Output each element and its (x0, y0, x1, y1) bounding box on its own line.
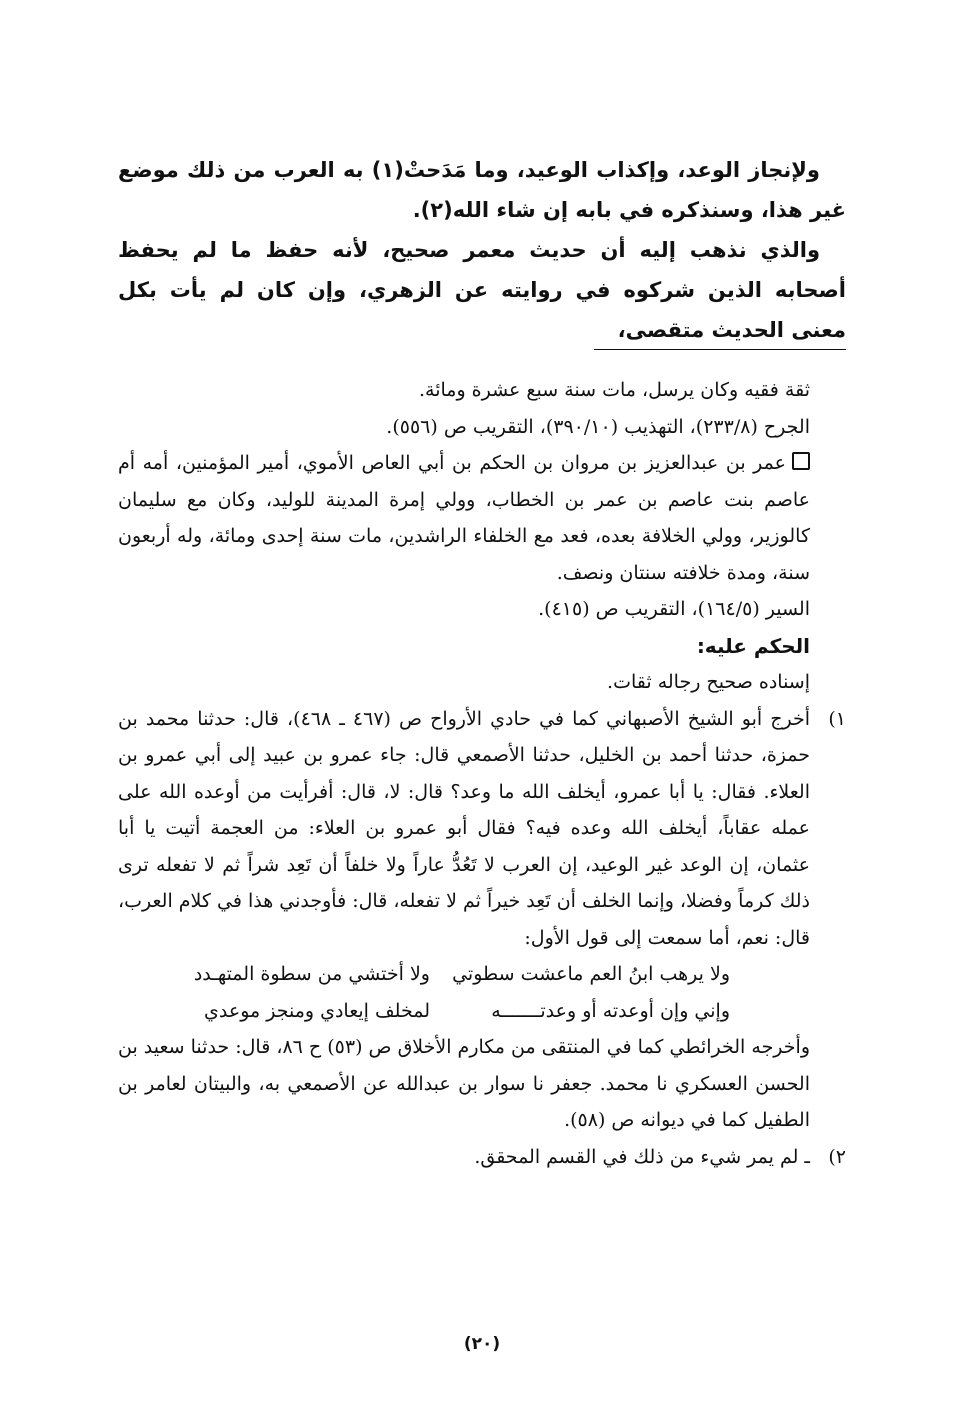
footnote-number: ٢) (828, 1145, 846, 1168)
square-bullet-icon (792, 452, 810, 470)
ruling-heading: الحكم عليه: (696, 633, 810, 658)
main-paragraph: والذي نذهب إليه أن حديث معمر صحيح، لأنه حفظ ما لم يحفظ أصحابه الذين شركوه في روايته عن الزهري، وإن كان لم يأت بكل معنى الحديث متقصى، (118, 238, 846, 342)
verse-line (118, 993, 810, 1030)
main-paragraph: ولإنجاز الوعد، وإكذاب الوعيد، وما مَدَحتْ(١) به العرب من ذلك موضع غير هذا، وسنذكره في بابه إن شاء الله(٢). (118, 158, 846, 222)
footnote-separator (594, 349, 846, 350)
footnotes-section (118, 372, 846, 1175)
page-number: (٢٠) (463, 1334, 501, 1354)
footnote-1 (118, 701, 846, 1139)
footnote-text: ـ لم يمر شيء من ذلك في القسم المحقق. (474, 1145, 810, 1168)
verse-first-hemistich: وإني وإن أوعدته أو وعدتـــــــه (491, 999, 730, 1022)
note-line: ثقة فقيه وكان يرسل، مات سنة سبع عشرة ومائة. (418, 379, 810, 401)
narrator-bio-text: عمر بن عبدالعزيز بن مروان بن الحكم بن أبي العاص الأموي، أمير المؤمنين، أمه أم عاصم بنت عاصم بن عمر بن الخطاب، وولي إمرة المدينة للوليد، وكان مع سليمان كالوزير، وولي الخلافة بعده، فعد مع الخلفاء الراشدين، مات سنة إحدى ومائة، وله أربعون سنة، ومدة خلافته سنتان ونصف. (118, 452, 810, 584)
note-reference: السير (١٦٤/٥)، التقريب ص (٤١٥). (538, 598, 810, 620)
footnote-2 (118, 1139, 846, 1176)
ruling-text: إسناده صحيح رجاله ثقات. (607, 671, 810, 693)
footnote-number: ١) (828, 707, 846, 730)
verse-line (118, 956, 810, 993)
verse-first-hemistich: ولا يرهب ابنُ العم ماعشت سطوتي (452, 963, 730, 985)
narrator-bio (118, 445, 846, 591)
verse-second-hemistich: لمخلف إيعادي ومنجز موعدي (204, 999, 430, 1022)
verse-second-hemistich: ولا أختشي من سطوة المتهـدد (193, 963, 430, 985)
footnote-text: وأخرجه الخرائطي كما في المنتقى من مكارم الأخلاق ص (٥٣) ح ٨٦، قال: حدثنا سعيد بن الحسن العسكري نا محمد. جعفر نا سوار بن عبدالله عن الأصمعي به، والبيتان لعامر بن الطفيل كما في ديوانه ص (٥٨). (118, 1036, 810, 1131)
main-text (118, 150, 846, 350)
footnote-text: أخرج أبو الشيخ الأصبهاني كما في حادي الأرواح ص (٤٦٧ ـ ٤٦٨)، قال: حدثنا محمد بن حمزة، حدثنا أحمد بن الخليل، حدثنا الأصمعي قال: جاء عمرو بن عبيد إلى أبي عمرو بن العلاء. فقال: يا أبا عمرو، أيخلف الله ما وعد؟ قال: لا، قال: أفرأيت من أوعده الله على عمله عقاباً، أيخلف الله وعده فيه؟ فقال أبو عمرو بن العلاء: من العجمة أتيت يا أبا عثمان، إن الوعد غير الوعيد، إن العرب لا تَعُدُّ عاراً ولا خلفاً أن تَعِد شراً ثم لا تفعله ترى ذلك كرماً وفضلا، وإنما الخلف أن تَعِد خيراً ثم لا تفعله، قال: فأوجدني هذا في كلام العرب، قال: نعم، أما سمعت إلى قول الأول: (118, 707, 810, 949)
note-reference: الجرح (٢٣٣/٨)، التهذيب (٣٩٠/١٠)، التقريب ص (٥٥٦). (386, 415, 810, 438)
